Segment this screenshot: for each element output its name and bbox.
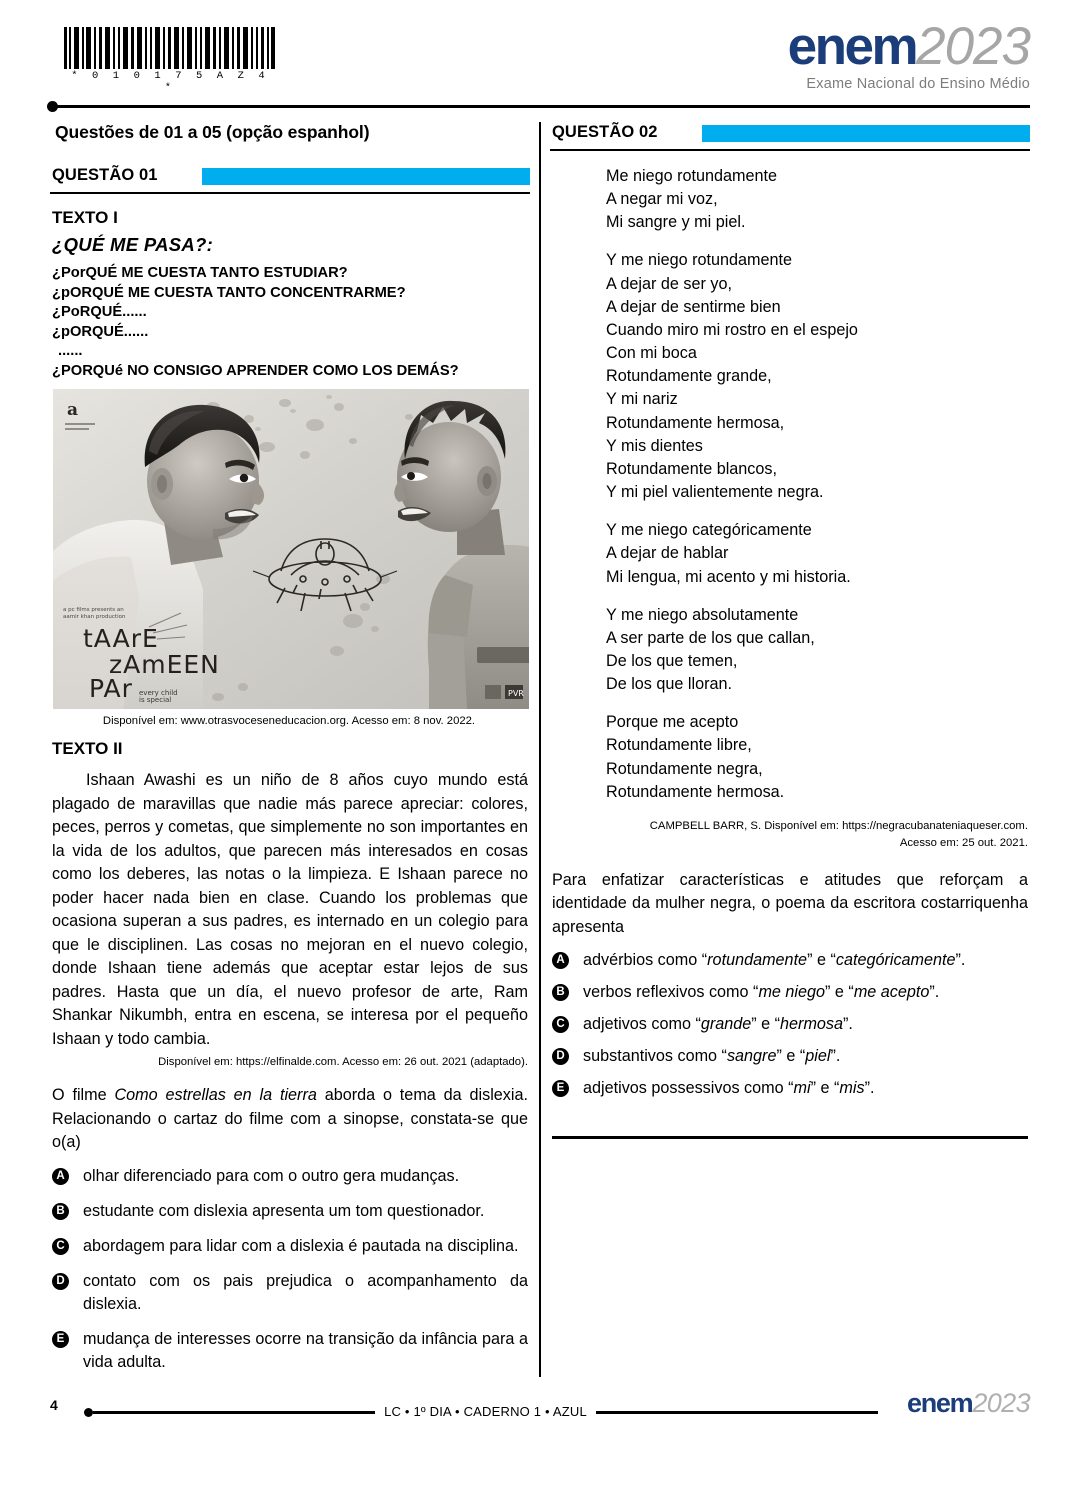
poem-line: Porque me acepto (606, 713, 739, 732)
page-header (50, 17, 1030, 100)
poem-line: Y mis dientes (606, 436, 703, 455)
texto-ii-body: Ishaan Awashi es un niño de 8 años cuyo mundo está plagado de maravillas que nadie más parece apreciar: colores, peces, perros y cometas, que simplemente no son importantes en la vida de los adultos, que parecen más interesados en cosas como los deberes, las notas o la limpieza. E Ishaan parece no poder hacer nada bien en clase. Cuando los problemas que ocasiona superan a sus padres, es internado en un colegio para que le disciplinen. Las cosas no mejoran en el nuevo colegio, donde Ishaan tiene además que aceptar estar lejos de sus padres. Hasta que un día, el nuevo profesor de arte, Ram Shankar Nikumbh, entra en escena, se interesa por el pequeño Ishaan y todo cambia. (52, 771, 528, 1048)
alternative-text-a: advérbios como “rotundamente” e “categóricamente”. (583, 951, 966, 970)
poem-line: Y mi nariz (606, 390, 678, 409)
question-01-accent-bar (202, 168, 530, 185)
poem-stanza-3 (606, 519, 1030, 588)
poem-line: Rotundamente hermosa, (606, 413, 785, 432)
poster-line: ¿pORQUÉ ME CUESTA TANTO CONCENTRARME? (52, 284, 406, 301)
question-01-header (50, 165, 530, 194)
alternative-b[interactable] (552, 981, 1028, 1004)
alternative-marker-e: E (552, 1080, 569, 1097)
footer-center-text: LC • 1º DIA • CADERNO 1 • AZUL (384, 1404, 587, 1419)
alternative-a[interactable] (552, 949, 1028, 972)
barcode-number: * 0 1 0 1 7 5 A Z 4 * (71, 70, 269, 94)
alternative-text-b: estudante com dislexia apresenta um tom questionador. (83, 1201, 485, 1220)
svg-text:a: a (67, 400, 79, 421)
alternative-c[interactable] (52, 1235, 528, 1258)
footer-rule (84, 1405, 878, 1420)
poem-line: A dejar de hablar (606, 544, 729, 563)
poem-text (606, 165, 1030, 804)
footer-logo-year: 2023 (972, 1388, 1030, 1418)
svg-text:PVR: PVR (508, 689, 524, 699)
movie-poster-illustration (53, 389, 529, 709)
page-footer (50, 1388, 1030, 1423)
poster-headline: ¿QUÉ ME PASA?: (52, 234, 214, 255)
alternative-marker-a: A (552, 952, 569, 969)
alternative-marker-b: B (52, 1203, 69, 1220)
alternative-text-e: mudança de interesses ocorre na transição da infância para a vida adulta. (83, 1329, 528, 1371)
question-02-accent-bar (702, 125, 1030, 142)
texto-ii-label: TEXTO II (52, 739, 123, 759)
poem-line: Rotundamente negra, (606, 759, 763, 778)
column-divider (539, 122, 541, 1377)
footer-dot-icon (84, 1408, 93, 1417)
poster-line: ...... (58, 343, 83, 360)
svg-text:is special: is special (139, 696, 172, 705)
poem-attribution-line-1: CAMPBELL BARR, S. Disponível em: https://negracubanateniaqueser.com. (649, 819, 1028, 832)
poem-line: A negar mi voz, (606, 190, 718, 209)
poem-line: Mi sangre y mi piel. (606, 213, 746, 232)
alternative-marker-c: C (552, 1016, 569, 1033)
alternative-text-b: verbos reflexivos como “me niego” e “me acepto”. (583, 983, 940, 1002)
left-column (50, 122, 530, 1371)
poem-line: Y mi piel valientemente negra. (606, 483, 824, 502)
poem-line: A dejar de sentirme bien (606, 297, 781, 316)
footer-enem-logo (907, 1390, 1030, 1417)
alternative-text-d: substantivos como “sangre” e “piel”. (583, 1047, 841, 1066)
alternative-marker-a: A (52, 1168, 69, 1185)
alternative-text-a: olhar diferenciado para com o outro gera mudanças. (83, 1166, 460, 1185)
svg-text:zAmEEN: zAmEEN (109, 650, 220, 680)
alternative-text-d: contato com os pais prejudica o acompanhamento da dislexia. (83, 1271, 528, 1313)
poster-question-lines (52, 264, 530, 381)
question-02-bottom-rule (552, 1136, 1028, 1138)
alternative-e[interactable] (52, 1328, 528, 1374)
poem-stanza-1 (606, 165, 1030, 234)
svg-text:every child: every child (139, 689, 178, 698)
poster-line: ¿PORQUé NO CONSIGO APRENDER COMO LOS DEMÁS? (52, 362, 459, 379)
right-column (550, 122, 1030, 1362)
alternative-marker-d: D (552, 1048, 569, 1065)
header-divider (50, 105, 1030, 108)
poem-line: De los que lloran. (606, 675, 732, 694)
svg-text:PAr: PAr (89, 674, 133, 704)
alternative-marker-d: D (52, 1273, 69, 1290)
alternative-text-e: adjetivos possessivos como “mi” e “mis”. (583, 1079, 875, 1098)
question-02-alternatives (552, 949, 1028, 1100)
alternative-text-c: abordagem para lidar com a dislexia é pautada na disciplina. (83, 1236, 519, 1255)
alternative-marker-e: E (52, 1331, 69, 1348)
svg-text:tAArE: tAArE (83, 624, 159, 654)
content-columns (50, 122, 1030, 1371)
poem-stanza-4 (606, 604, 1030, 697)
enem-logo-subtitle: Exame Nacional do Ensino Médio (806, 76, 1030, 92)
poem-line: A ser parte de los que callan, (606, 628, 815, 647)
texto-ii-source: Disponível em: https://elfinalde.com. Acesso em: 26 out. 2021 (adaptado). (158, 1056, 528, 1069)
texto-i-label: TEXTO I (52, 208, 118, 227)
stem-part-1: O filme (52, 1086, 115, 1105)
alternative-d[interactable] (52, 1270, 528, 1316)
barcode (64, 27, 276, 94)
poem-line: Con mi boca (606, 344, 697, 363)
poster-line: ¿PorQUÉ ME CUESTA TANTO ESTUDIAR? (52, 265, 348, 281)
footer-line-left (93, 1411, 375, 1413)
footer-logo-text: enem (906, 1388, 973, 1418)
svg-text:a pc films presents an: a pc films presents an (63, 607, 124, 614)
question-01-stem (52, 1084, 528, 1154)
stem-film-title: Como estrellas en la tierra (114, 1086, 317, 1105)
alternative-text-c: adjetivos como “grande” e “hermosa”. (583, 1015, 853, 1034)
movie-poster-image (52, 388, 530, 710)
poster-line: ¿pORQUÉ...... (52, 323, 149, 340)
question-02-stem: Para enfatizar características e atitudes que reforçam a identidade da mulher negra, o poema da escritora costarriquenha apresenta (552, 870, 1028, 936)
poem-stanza-5 (606, 711, 1030, 804)
poem-line: Rotundamente libre, (606, 736, 752, 755)
enem-logo-text: enem (787, 17, 917, 76)
question-02-header (550, 122, 1030, 151)
enem-logo-year: 2023 (916, 17, 1030, 76)
alternative-d[interactable] (552, 1045, 1028, 1068)
section-title: Questões de 01 a 05 (opção espanhol) (55, 122, 370, 142)
alternative-e[interactable] (552, 1077, 1028, 1100)
poem-attribution-line-2: Acesso em: 25 out. 2021. (899, 837, 1028, 850)
enem-logo (787, 17, 1030, 92)
question-01-label: QUESTÃO 01 (52, 166, 158, 184)
poem-stanza-2 (606, 249, 1030, 504)
poem-line: Cuando miro mi rostro en el espejo (606, 320, 858, 339)
stem-part-2: aborda o tema da dislexia. Relacionando o cartaz do filme com a sinopse, constata-se que o(a) (52, 1086, 528, 1152)
poem-line: A dejar de ser yo, (606, 274, 732, 293)
poem-line: Mi lengua, mi acento y mi historia. (606, 567, 851, 586)
question-02-label: QUESTÃO 02 (552, 123, 658, 141)
alternative-c[interactable] (552, 1013, 1028, 1036)
svg-text:aamir khan production: aamir khan production (63, 614, 126, 621)
alternative-b[interactable] (52, 1200, 528, 1223)
footer-line-right (596, 1411, 878, 1413)
poster-caption: Disponível em: www.otrasvoceseneducacion.org. Acesso em: 8 nov. 2022. (102, 715, 476, 728)
alternative-marker-b: B (552, 984, 569, 1001)
question-01-alternatives (52, 1165, 528, 1374)
page-number: 4 (50, 1397, 58, 1413)
alternative-a[interactable] (52, 1165, 528, 1188)
enem-wordmark (787, 17, 1030, 76)
poster-line: ¿PoRQUÉ...... (52, 304, 147, 321)
poem-line: Rotundamente grande, (606, 367, 772, 386)
poem-attribution (550, 818, 1028, 853)
poem-line: Rotundamente hermosa. (606, 782, 785, 801)
poem-line: Rotundamente blancos, (606, 459, 777, 478)
poem-line: De los que temen, (606, 651, 738, 670)
poem-line: Y me niego rotundamente (606, 251, 792, 270)
poem-line: Y me niego absolutamente (606, 605, 799, 624)
poem-line: Y me niego categóricamente (606, 521, 812, 540)
alternative-marker-c: C (52, 1238, 69, 1255)
barcode-icon (64, 27, 276, 69)
poem-line: Me niego rotundamente (606, 167, 777, 185)
